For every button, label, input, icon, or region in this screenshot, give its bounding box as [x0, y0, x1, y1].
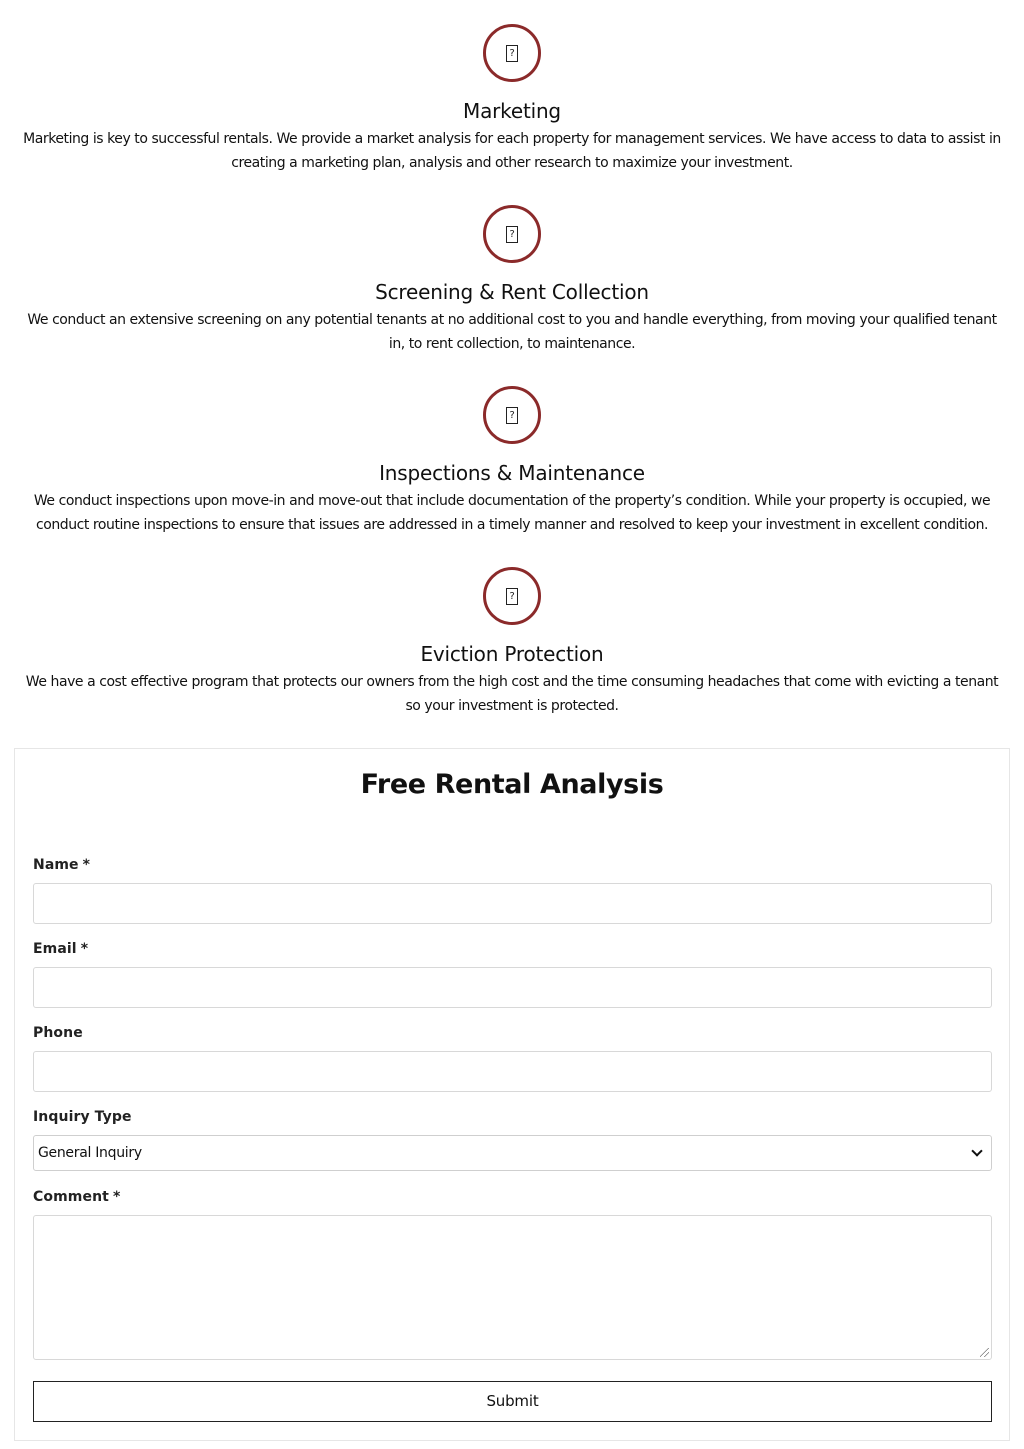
inquiry-type-select[interactable] — [33, 1135, 992, 1171]
name-label — [33, 857, 90, 873]
service-title: Marketing — [463, 99, 561, 123]
comment-textarea[interactable] — [33, 1215, 992, 1360]
service-description: Marketing is key to successful rentals. We provide a market analysis for each property for management services. We have access to data to assist in creating a marketing plan, analysis and other research to maximize your investment. — [23, 131, 1001, 171]
missing-glyph-icon: ? — [506, 588, 518, 605]
service-title: Inspections & Maintenance — [379, 461, 645, 485]
service-description: We have a cost effective program that protects our owners from the high cost and the time consuming headaches that come with evicting a tenant so your investment is protected. — [25, 674, 999, 714]
phone-input[interactable] — [33, 1051, 992, 1092]
comment-label — [33, 1189, 120, 1205]
inquiry-type-label-text: Inquiry Type — [33, 1109, 132, 1125]
missing-glyph-icon: ? — [506, 407, 518, 424]
name-input[interactable] — [33, 883, 992, 924]
email-label — [33, 941, 88, 957]
phone-label-text: Phone — [33, 1025, 83, 1041]
service-icon-circle — [483, 24, 541, 82]
service-title: Eviction Protection — [420, 642, 604, 666]
email-label-text: Email — [33, 941, 77, 957]
inquiry-type-label — [33, 1109, 132, 1125]
required-mark: * — [82, 857, 91, 873]
missing-glyph-icon: ? — [506, 226, 518, 243]
chevron-down-icon — [971, 1145, 982, 1156]
rental-analysis-form — [14, 748, 1010, 1441]
name-label-text: Name — [33, 857, 79, 873]
service-icon-circle — [483, 567, 541, 625]
comment-label-text: Comment — [33, 1189, 109, 1205]
email-input[interactable] — [33, 967, 992, 1008]
form-title: Free Rental Analysis — [360, 769, 664, 800]
phone-label — [33, 1025, 83, 1041]
service-description: We conduct inspections upon move-in and move-out that include documentation of the property’s condition. While your property is occupied, we conduct routine inspections to ensure that issues are addressed in a timely manner and resolved to keep your investment in excellent condition. — [33, 493, 991, 533]
required-mark: * — [112, 1189, 121, 1205]
service-icon-circle — [483, 386, 541, 444]
inquiry-type-selected-value: General Inquiry — [38, 1145, 142, 1161]
service-description: We conduct an extensive screening on any potential tenants at no additional cost to you and handle everything, from moving your qualified tenant in, to rent collection, to maintenance. — [27, 312, 997, 352]
service-icon-circle — [483, 205, 541, 263]
service-title: Screening & Rent Collection — [375, 280, 649, 304]
required-mark: * — [80, 941, 89, 957]
submit-button[interactable]: Submit — [33, 1381, 992, 1422]
missing-glyph-icon: ? — [506, 45, 518, 62]
resize-grip-icon[interactable] — [980, 1348, 989, 1357]
